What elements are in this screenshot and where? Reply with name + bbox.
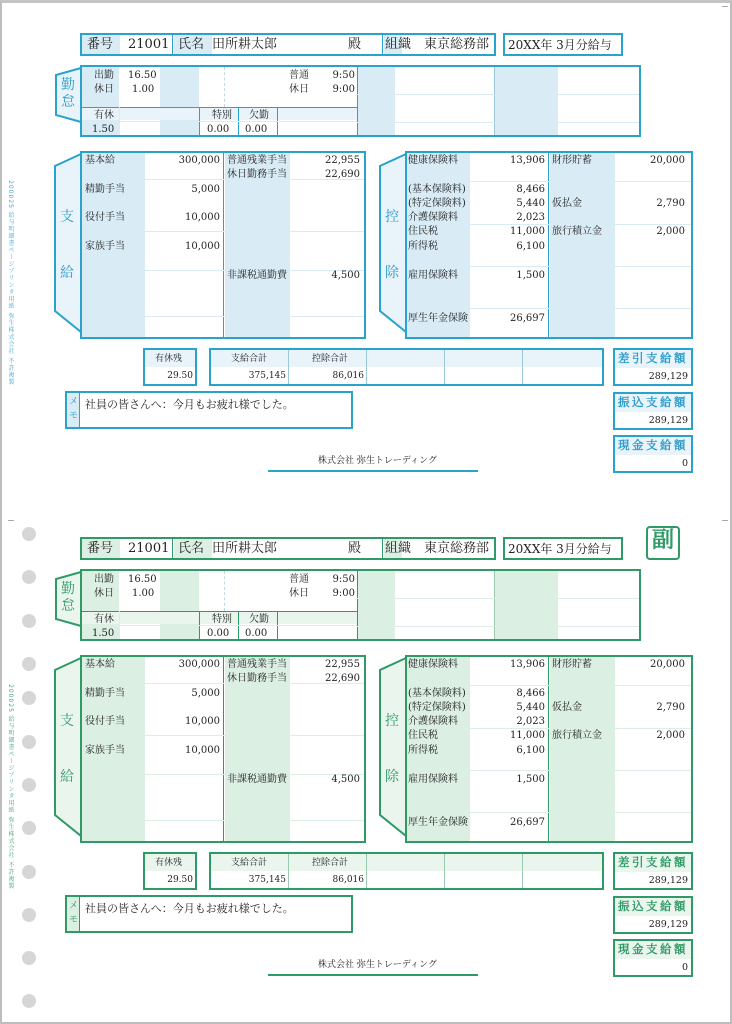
payments-label-1: 支 [60,209,74,225]
duplicate-stamp: 副 [646,526,680,560]
attendance-holiday-value: 1.00 [132,84,155,95]
payments-label-2: 給 [60,265,74,281]
attendance-label-2: 怠 [61,94,75,110]
advance-label: 仮払金 [552,702,582,713]
attendance-holiday-value: 1.00 [132,588,155,599]
company-underline [268,470,478,472]
payments-table [80,655,366,843]
net-pay-value: 289,129 [648,371,688,382]
deductions-label-2: 除 [385,265,399,281]
overtime-allowance-label: 普通残業手当 [227,155,287,166]
savings-value: 20,000 [650,659,685,670]
attendance-allowance-value: 5,000 [191,688,220,699]
overtime-holiday-label: 休日 [289,588,309,599]
attendance-holiday-label: 休日 [94,84,114,95]
commute-allowance-value: 4,500 [331,774,360,785]
memo-box [65,895,353,933]
basic-premium-label: (基本保険料) [408,184,466,195]
memo-text: 社員の皆さんへ：今月もお疲れ様でした。 [85,398,294,411]
company-name: 株式会社 弥生トレーディング [318,960,437,970]
resident-tax-label: 住民税 [408,226,438,237]
paid-leave-remaining-value: 29.50 [167,371,193,381]
memo-tag-2: モ [69,411,79,421]
pension-insurance-value: 26,697 [510,817,545,828]
health-insurance-value: 13,906 [510,659,545,670]
position-allowance-value: 10,000 [185,716,220,727]
deductions-tab [377,153,407,333]
payments-tab [52,153,82,333]
paid-leave-remaining-label: 有休残 [155,858,183,868]
paid-leave-remaining-box [143,348,197,386]
paid-leave-remaining-box [143,852,197,890]
employment-insurance-value: 1,500 [516,270,545,281]
care-insurance-value: 2,023 [516,212,545,223]
advance-value: 2,790 [656,198,685,209]
attendance-tab [52,67,82,123]
punch-hole [22,951,36,965]
company-name: 株式会社 弥生トレーディング [318,456,437,466]
punch-hole [22,908,36,922]
net-pay-label: 差引支給額 [618,855,688,869]
overtime-holiday-label: 休日 [289,84,309,95]
absence-value: 0.00 [245,124,268,135]
basic-premium-value: 8,466 [516,184,545,195]
payment-total-value: 375,145 [248,371,286,381]
payslip-copy-duplicate [0,504,732,1008]
commute-allowance-label: 非課税通勤費 [227,270,287,281]
memo-tag [67,393,80,427]
transfer-pay-label: 振込支給額 [618,395,688,409]
punch-hole [22,527,36,541]
organization-value: 東京総務部 [424,541,490,556]
punch-hole [22,735,36,749]
paid-leave-label: 有休 [94,614,114,625]
attendance-label-1: 勤 [61,581,75,597]
attendance-workdays-label: 出勤 [94,574,114,585]
attendance-label-1: 勤 [61,77,75,93]
deductions-table [405,151,693,339]
organization-value: 東京総務部 [424,37,490,52]
family-allowance-label: 家族手当 [85,241,125,252]
travel-fund-value: 2,000 [656,730,685,741]
company-underline [268,974,478,976]
memo-tag-2: モ [69,915,79,925]
cut-mark [8,520,14,521]
memo-tag-1: メ [69,397,79,407]
net-pay-box [613,852,693,890]
holiday-work-allowance-value: 22,690 [325,169,360,180]
employee-header [80,33,496,56]
totals-box [209,852,604,890]
specific-premium-label: (特定保険料) [408,198,466,209]
deduction-total-value: 86,016 [332,875,364,885]
basic-premium-value: 8,466 [516,688,545,699]
transfer-pay-value: 289,129 [648,415,688,426]
employee-number-value: 21001 [128,541,170,556]
attendance-allowance-label: 精勤手当 [85,184,125,195]
pension-insurance-label: 厚生年金保険 [408,313,468,324]
payslip-copy-original [0,0,732,504]
form-code-text: 200025 給与明細書ページプリンタ用紙 弥生株式会社 不許複製 [7,684,14,890]
cut-mark [722,520,728,521]
income-tax-label: 所得税 [408,745,438,756]
memo-box [65,391,353,429]
health-insurance-label: 健康保険料 [408,659,458,670]
health-insurance-value: 13,906 [510,155,545,166]
position-allowance-value: 10,000 [185,212,220,223]
specific-premium-label: (特定保険料) [408,702,466,713]
deduction-total-value: 86,016 [332,371,364,381]
commute-allowance-value: 4,500 [331,270,360,281]
pay-period-box [503,33,623,56]
memo-tag-1: メ [69,901,79,911]
punch-hole [22,657,36,671]
specific-premium-value: 5,440 [516,198,545,209]
special-leave-label: 特別 [212,614,232,625]
organization-label: 組織 [385,541,412,556]
cash-pay-box [613,939,693,977]
commute-allowance-label: 非課税通勤費 [227,774,287,785]
care-insurance-label: 介護保険料 [408,212,458,223]
payments-table [80,151,366,339]
resident-tax-value: 11,000 [510,226,545,237]
care-insurance-value: 2,023 [516,716,545,727]
employee-number-label: 番号 [87,37,114,52]
attendance-workdays-value: 16.50 [128,574,157,585]
pay-period: 20XX年 3月分給与 [508,542,612,556]
paid-leave-remaining-label: 有休残 [155,354,183,364]
punch-hole [22,570,36,584]
memo-text: 社員の皆さんへ：今月もお疲れ様でした。 [85,902,294,915]
cut-mark [722,6,728,7]
employee-number-label: 番号 [87,541,114,556]
form-code-text: 200025 給与明細書ページプリンタ用紙 弥生株式会社 不許複製 [7,180,14,386]
payments-tab [52,657,82,837]
payment-total-value: 375,145 [248,875,286,885]
employee-name-value: 田所耕太郎 [212,37,278,52]
totals-box [209,348,604,386]
deductions-label-1: 控 [385,209,399,225]
resident-tax-label: 住民税 [408,730,438,741]
organization-label: 組織 [385,37,412,52]
paid-leave-value: 1.50 [92,124,115,135]
employment-insurance-label: 雇用保険料 [408,270,458,281]
payment-total-label: 支給合計 [231,354,268,364]
attendance-workdays-label: 出勤 [94,70,114,81]
deduction-total-label: 控除合計 [312,354,349,364]
punch-hole [22,865,36,879]
income-tax-value: 6,100 [516,745,545,756]
transfer-pay-label: 振込支給額 [618,899,688,913]
punch-hole [22,691,36,705]
employment-insurance-label: 雇用保険料 [408,774,458,785]
holiday-work-allowance-value: 22,690 [325,673,360,684]
overtime-allowance-value: 22,955 [325,659,360,670]
attendance-table [80,569,641,641]
overtime-normal-value: 9:50 [332,574,355,585]
holiday-work-allowance-label: 休日勤務手当 [227,673,287,684]
employee-number-value: 21001 [128,37,170,52]
net-pay-value: 289,129 [648,875,688,886]
income-tax-label: 所得税 [408,241,438,252]
base-salary-value: 300,000 [178,155,220,166]
pension-insurance-label: 厚生年金保険 [408,817,468,828]
special-leave-value: 0.00 [207,628,230,639]
employment-insurance-value: 1,500 [516,774,545,785]
overtime-allowance-label: 普通残業手当 [227,659,287,670]
health-insurance-label: 健康保険料 [408,155,458,166]
paid-leave-value: 1.50 [92,628,115,639]
employee-header [80,537,496,560]
travel-fund-value: 2,000 [656,226,685,237]
punch-hole [22,821,36,835]
pay-period: 20XX年 3月分給与 [508,38,612,52]
overtime-normal-label: 普通 [289,574,309,585]
specific-premium-value: 5,440 [516,702,545,713]
care-insurance-label: 介護保険料 [408,716,458,727]
cash-pay-box [613,435,693,473]
overtime-normal-value: 9:50 [332,70,355,81]
savings-label: 財形貯蓄 [552,155,592,166]
deduction-total-label: 控除合計 [312,858,349,868]
position-allowance-label: 役付手当 [85,716,125,727]
payment-total-label: 支給合計 [231,858,268,868]
overtime-normal-label: 普通 [289,70,309,81]
punch-hole [22,778,36,792]
advance-label: 仮払金 [552,198,582,209]
holiday-work-allowance-label: 休日勤務手当 [227,169,287,180]
savings-label: 財形貯蓄 [552,659,592,670]
honorific: 殿 [348,37,362,52]
cash-pay-label: 現金支給額 [618,438,688,452]
family-allowance-label: 家族手当 [85,745,125,756]
absence-value: 0.00 [245,628,268,639]
savings-value: 20,000 [650,155,685,166]
advance-value: 2,790 [656,702,685,713]
payments-label-2: 給 [60,769,74,785]
attendance-label-2: 怠 [61,598,75,614]
basic-premium-label: (基本保険料) [408,688,466,699]
absence-label: 欠勤 [249,614,269,625]
base-salary-label: 基本給 [85,155,115,166]
employee-name-label: 氏名 [178,37,205,52]
memo-tag [67,897,80,931]
punch-hole [22,994,36,1008]
cash-pay-value: 0 [681,458,688,469]
punch-hole [22,614,36,628]
income-tax-value: 6,100 [516,241,545,252]
employee-name-label: 氏名 [178,541,205,556]
attendance-holiday-label: 休日 [94,588,114,599]
family-allowance-value: 10,000 [185,241,220,252]
attendance-allowance-label: 精勤手当 [85,688,125,699]
attendance-tab [52,571,82,627]
resident-tax-value: 11,000 [510,730,545,741]
pay-period-box [503,537,623,560]
special-leave-label: 特別 [212,110,232,121]
base-salary-value: 300,000 [178,659,220,670]
attendance-allowance-value: 5,000 [191,184,220,195]
honorific: 殿 [348,541,362,556]
base-salary-label: 基本給 [85,659,115,670]
overtime-holiday-value: 9:00 [332,588,355,599]
attendance-workdays-value: 16.50 [128,70,157,81]
deductions-label-2: 除 [385,769,399,785]
deductions-label-1: 控 [385,713,399,729]
special-leave-value: 0.00 [207,124,230,135]
family-allowance-value: 10,000 [185,745,220,756]
cash-pay-value: 0 [681,962,688,973]
transfer-pay-value: 289,129 [648,919,688,930]
overtime-holiday-value: 9:00 [332,84,355,95]
absence-label: 欠勤 [249,110,269,121]
travel-fund-label: 旅行積立金 [552,226,602,237]
paid-leave-label: 有休 [94,110,114,121]
transfer-pay-box [613,896,693,934]
pension-insurance-value: 26,697 [510,313,545,324]
attendance-table [80,65,641,137]
position-allowance-label: 役付手当 [85,212,125,223]
paid-leave-remaining-value: 29.50 [167,875,193,885]
travel-fund-label: 旅行積立金 [552,730,602,741]
payments-label-1: 支 [60,713,74,729]
deductions-tab [377,657,407,837]
transfer-pay-box [613,392,693,430]
employee-name-value: 田所耕太郎 [212,541,278,556]
net-pay-box [613,348,693,386]
overtime-allowance-value: 22,955 [325,155,360,166]
deductions-table [405,655,693,843]
net-pay-label: 差引支給額 [618,351,688,365]
cash-pay-label: 現金支給額 [618,942,688,956]
